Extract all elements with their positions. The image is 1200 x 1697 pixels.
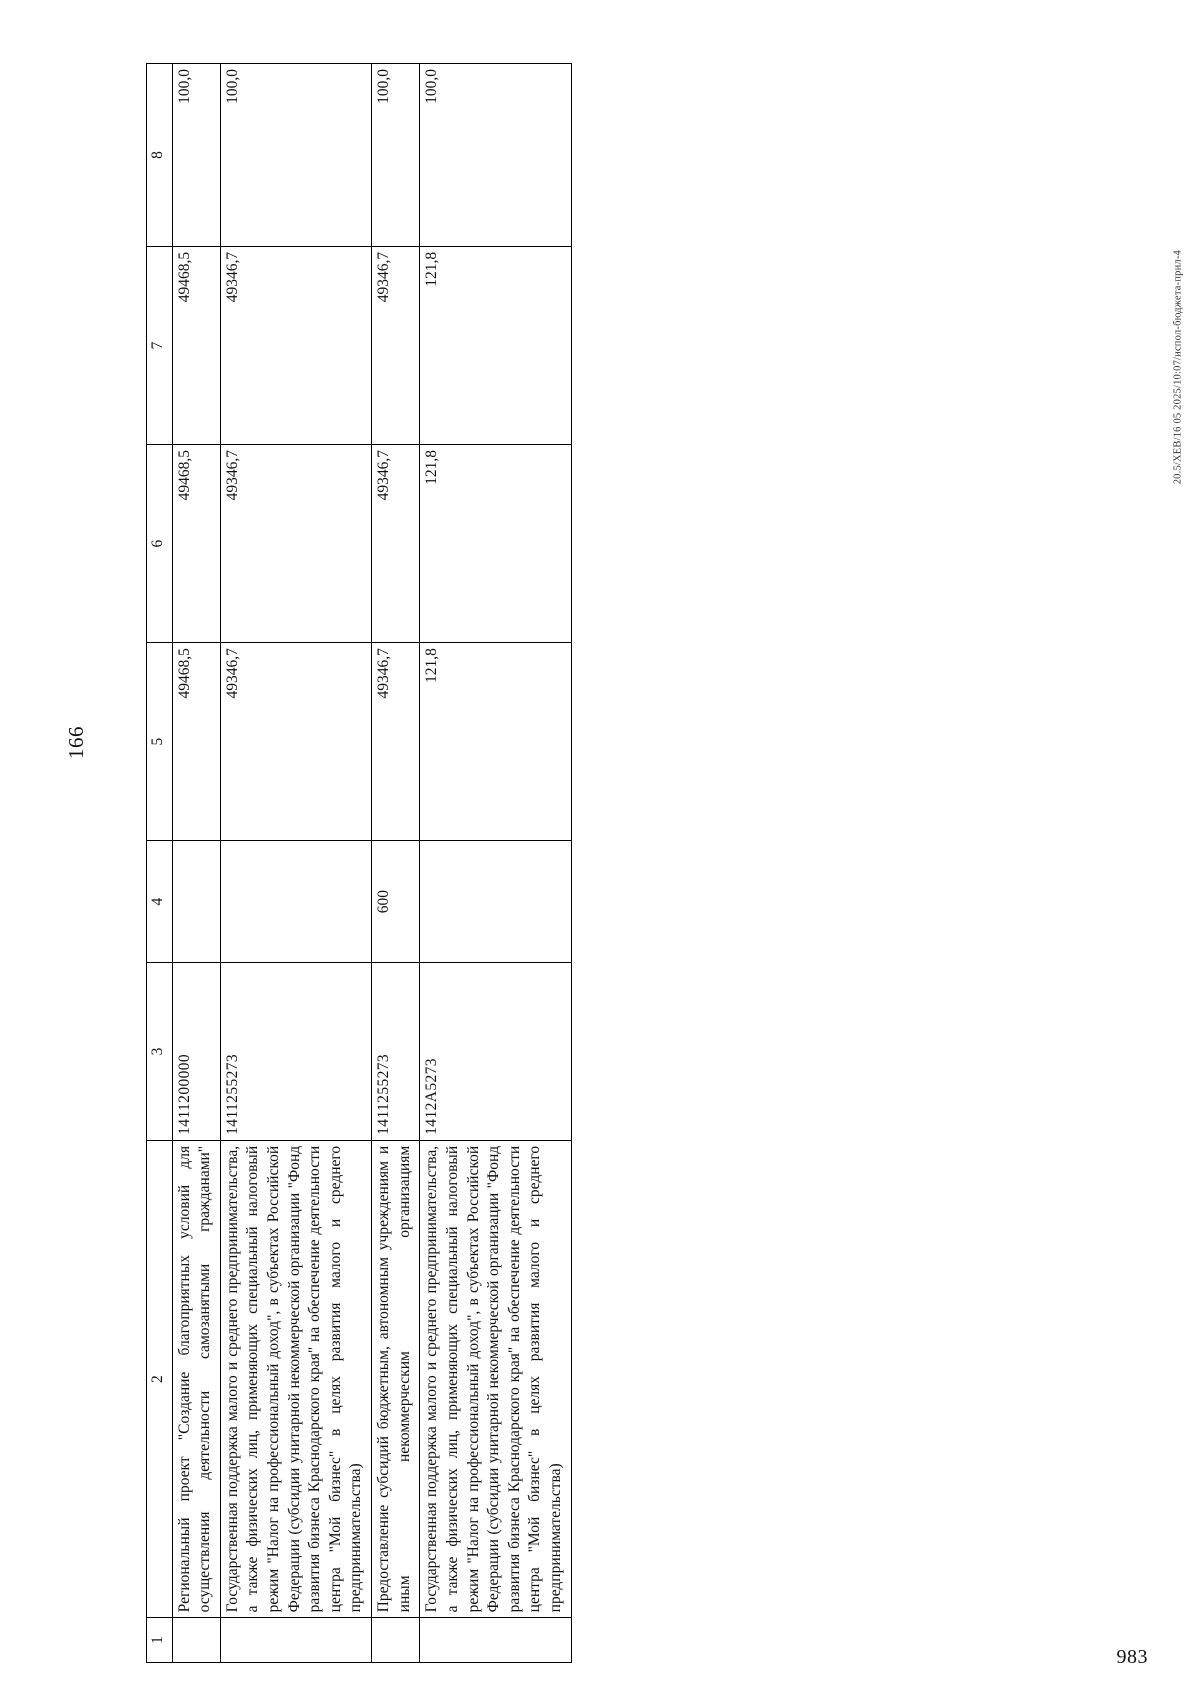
- table-row: [372, 64, 420, 1663]
- row-adjusted: 49468,5: [172, 445, 220, 643]
- page-number-bottom: 983: [1116, 1646, 1148, 1668]
- row-code: 1412А5273: [420, 963, 571, 1141]
- col-num-7: 7: [147, 246, 173, 444]
- table-row: [220, 64, 371, 1663]
- col-num-1: 1: [147, 1618, 173, 1663]
- budget-table: [146, 63, 572, 1663]
- row-group: [172, 841, 220, 963]
- row-code: 1411255273: [220, 963, 371, 1141]
- col-num-8: 8: [147, 64, 173, 247]
- row-executed: 49346,7: [372, 246, 420, 444]
- row-marker: [372, 1618, 420, 1663]
- row-percent: 100,0: [172, 64, 220, 247]
- row-plan: 49346,7: [372, 643, 420, 841]
- table-row: [420, 64, 571, 1663]
- row-group: [220, 841, 371, 963]
- row-adjusted: 121,8: [420, 445, 571, 643]
- footer-stamp: 20.5/ХЕВ/16 05 2025/10:07/испол-бюджета-прил-4: [1172, 250, 1183, 485]
- row-group: 600: [372, 841, 420, 963]
- row-percent: 100,0: [372, 64, 420, 247]
- row-marker: [420, 1618, 571, 1663]
- row-code: 1411200000: [172, 963, 220, 1141]
- page-number-top: 166: [64, 726, 88, 759]
- col-num-3: 3: [147, 963, 173, 1141]
- row-percent: 100,0: [420, 64, 571, 247]
- col-num-2: 2: [147, 1140, 173, 1617]
- row-executed: 49468,5: [172, 246, 220, 444]
- row-marker: [172, 1618, 220, 1663]
- row-adjusted: 49346,7: [220, 445, 371, 643]
- table-row: [172, 64, 220, 1663]
- col-num-5: 5: [147, 643, 173, 841]
- row-group: [420, 841, 571, 963]
- row-plan: 49346,7: [220, 643, 371, 841]
- row-percent: 100,0: [220, 64, 371, 247]
- col-num-6: 6: [147, 445, 173, 643]
- row-executed: 49346,7: [220, 246, 371, 444]
- row-name: Предоставление субсидий бюджетным, автономным учреждениям и иным некоммерческим организациям: [372, 1140, 420, 1617]
- row-plan: 121,8: [420, 643, 571, 841]
- row-executed: 121,8: [420, 246, 571, 444]
- row-adjusted: 49346,7: [372, 445, 420, 643]
- row-marker: [220, 1618, 371, 1663]
- row-name: Государственная поддержка малого и среднего предпринимательства, а также физических лиц, применяющих специальный налоговый режим "Налог на профессиональный доход", в субъектах Российской Федерации (субсидии унитарной некоммерческой организации "Фонд развития бизнеса Краснодарского края" на обеспечение деятельности центра "Мой бизнес" в целях развития малого и среднего предпринимательства): [420, 1140, 571, 1617]
- row-name: Региональный проект "Создание благоприятных условий для осуществления деятельности самозанятыми гражданами": [172, 1140, 220, 1617]
- row-plan: 49468,5: [172, 643, 220, 841]
- row-code: 1411255273: [372, 963, 420, 1141]
- col-num-4: 4: [147, 841, 173, 963]
- row-name: Государственная поддержка малого и среднего предпринимательства, а также физических лиц, применяющих специальный налоговый режим "Налог на профессиональный доход", в субъектах Российской Федерации (субсидии унитарной некоммерческой организации "Фонд развития бизнеса Краснодарского края" на обеспечение деятельности центра "Мой бизнес" в целях развития малого и среднего предпринимательства): [220, 1140, 371, 1617]
- table-column-number-row: [147, 64, 173, 1663]
